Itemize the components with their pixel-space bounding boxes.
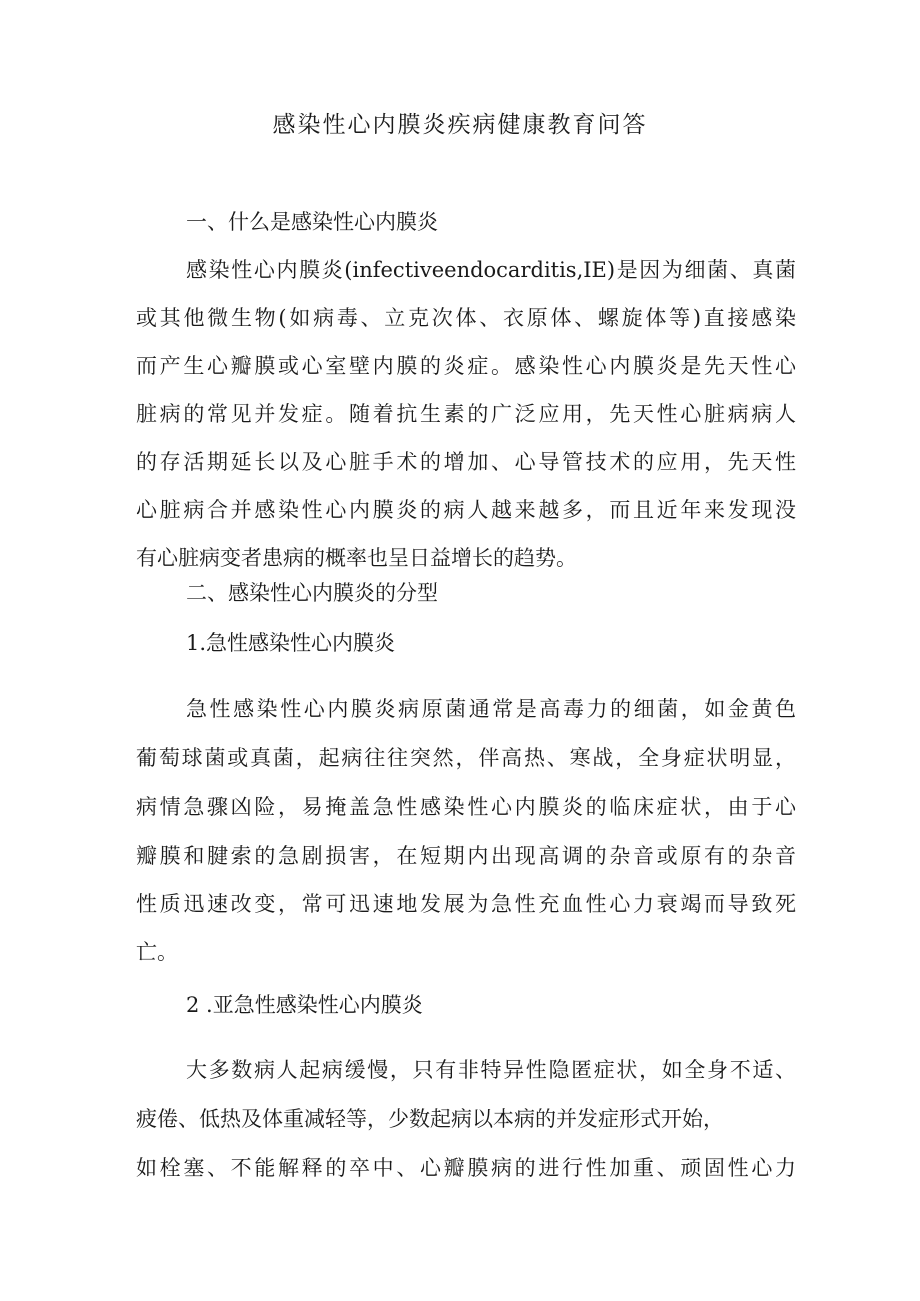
paragraph-line: 亡。 <box>136 940 178 964</box>
paragraph-line: 性质迅速改变，常可迅速地发展为急性充血性心力衰竭而导致死 <box>136 892 796 916</box>
section-heading: 一、什么是感染性心内膜炎 <box>186 210 438 234</box>
document-title: 感染性心内膜炎疾病健康教育问答 <box>272 112 648 138</box>
paragraph-line: 有心脏病变者患病的概率也呈日益增长的趋势。 <box>136 546 577 570</box>
paragraph-line: 瓣膜和腱索的急剧损害，在短期内出现高调的杂音或原有的杂音 <box>136 844 796 868</box>
paragraph-line: 心脏病合并感染性心内膜炎的病人越来越多，而且近年来发现没 <box>136 498 796 522</box>
paragraph-line: 如栓塞、不能解释的卒中、心瓣膜病的进行性加重、顽固性心力 <box>136 1156 796 1180</box>
paragraph-line: 或其他微生物(如病毒、立克次体、衣原体、螺旋体等)直接感染 <box>136 306 796 330</box>
paragraph-line: 脏病的常见并发症。随着抗生素的广泛应用，先天性心脏病病人 <box>136 402 796 426</box>
paragraph-line: 而产生心瓣膜或心室壁内膜的炎症。感染性心内膜炎是先天性心 <box>136 354 796 378</box>
section-heading: 二、感染性心内膜炎的分型 <box>186 581 438 605</box>
subsection-heading: 2 .亚急性感染性心内膜炎 <box>186 993 423 1017</box>
paragraph-line: 感染性心内膜炎(infectiveendocarditis,IE)是因为细菌、真菌 <box>186 258 796 282</box>
subsection-heading: 1.急性感染性心内膜炎 <box>186 631 396 655</box>
paragraph-line: 急性感染性心内膜炎病原菌通常是高毒力的细菌，如金黄色 <box>186 697 796 721</box>
paragraph-line: 葡萄球菌或真菌，起病往往突然，伴高热、寒战，全身症状明显， <box>136 746 796 770</box>
paragraph-line: 疲倦、低热及体重减轻等，少数起病以本病的并发症形式开始， <box>136 1107 724 1131</box>
paragraph-line: 病情急骤凶险，易掩盖急性感染性心内膜炎的临床症状，由于心 <box>136 795 796 819</box>
paragraph-line: 大多数病人起病缓慢，只有非特异性隐匿症状，如全身不适、 <box>186 1058 796 1082</box>
paragraph-line: 的存活期延长以及心脏手术的增加、心导管技术的应用，先天性 <box>136 450 796 474</box>
